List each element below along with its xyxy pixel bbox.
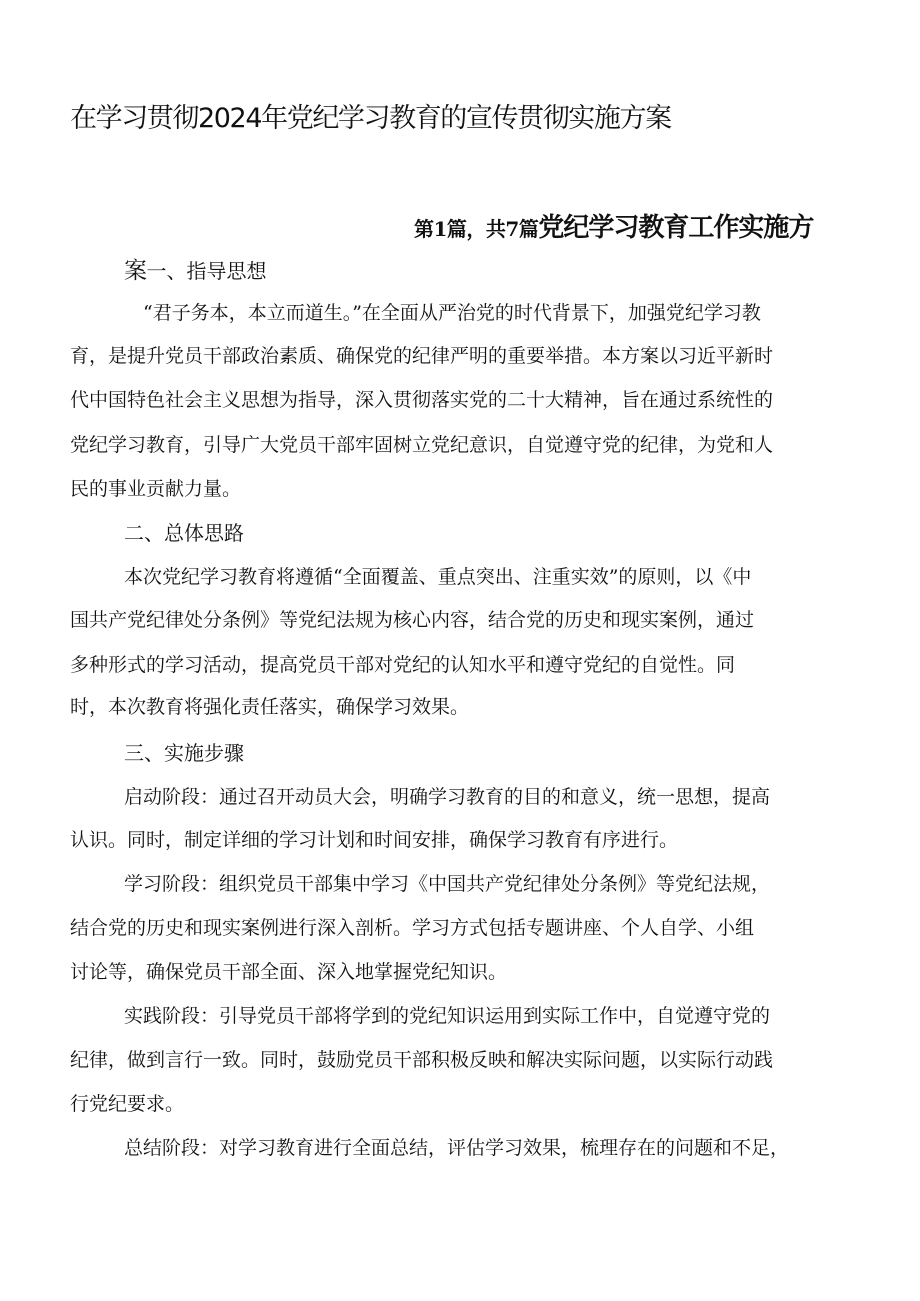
paragraph-line: 代中国特色社会主义思想为指导，深入贯彻落实党的二十大精神，旨在通过系统性的	[70, 389, 774, 411]
paragraph-line: 国共产党纪律处分条例》等党纪法规为核心内容，结合党的历史和现实案例，通过	[70, 609, 755, 631]
section-heading-implementation-steps: 三、实施步骤	[124, 741, 244, 765]
paragraph-line: 党纪学习教育，引导广大党员干部牢固树立党纪意识，自觉遵守党的纪律，为党和人	[70, 434, 774, 456]
document-title: 在学习贯彻2024年党纪学习教育的宣传贯彻实施方案	[70, 103, 671, 134]
heading-text: 一、指导思想	[146, 259, 267, 283]
paragraph-line: 育，是提升党员干部政治素质、确保党的纪律严明的重要举措。本方案以习近平新时	[70, 345, 774, 367]
paragraph-line: 讨论等，确保党员干部全面、深入地掌握党纪知识。	[70, 961, 508, 983]
subtitle-part-number: 第1篇，共7篇	[414, 217, 539, 241]
paragraph-line: 结合党的历史和现实案例进行深入剖析。学习方式包括专题讲座、个人自学、小组	[70, 917, 755, 939]
paragraph-line: 实践阶段：引导党员干部将学到的党纪知识运用到实际工作中，自觉遵守党的	[124, 1005, 771, 1027]
document-subtitle	[414, 211, 813, 249]
section-heading-overall-approach: 二、总体思路	[124, 521, 244, 545]
subtitle-main: 党纪学习教育工作实施方	[538, 213, 814, 243]
section-heading-guiding-ideology	[124, 256, 267, 286]
paragraph-line: 启动阶段：通过召开动员大会，明确学习教育的目的和意义，统一思想，提高	[124, 786, 771, 808]
paragraph-line: 本次党纪学习教育将遵循“全面覆盖、重点突出、注重实效”的原则，以《中	[124, 566, 752, 588]
paragraph-line: 民的事业贡献力量。	[70, 478, 242, 500]
paragraph-line: 行党纪要求。	[70, 1093, 185, 1115]
paragraph-line: 认识。同时，制定详细的学习计划和时间安排，确保学习教育有序进行。	[70, 829, 679, 851]
paragraph-line: “君子务本，本立而道生。”在全面从严治党的时代背景下，加强党纪学习教	[143, 302, 761, 324]
paragraph-line: 总结阶段：对学习教育进行全面总结，评估学习效果，梳理存在的问题和不足，	[124, 1137, 790, 1159]
subtitle-continuation: 案	[124, 258, 147, 284]
paragraph-line: 时，本次教育将强化责任落实，确保学习效果。	[70, 696, 470, 718]
paragraph-line: 纪律，做到言行一致。同时，鼓励党员干部积极反映和解决实际问题，以实际行动践	[70, 1049, 774, 1071]
paragraph-line: 学习阶段：组织党员干部集中学习《中国共产党纪律处分条例》等党纪法规，	[124, 873, 771, 895]
paragraph-line: 多种形式的学习活动，提高党员干部对党纪的认知水平和遵守党纪的自觉性。同	[70, 654, 736, 676]
